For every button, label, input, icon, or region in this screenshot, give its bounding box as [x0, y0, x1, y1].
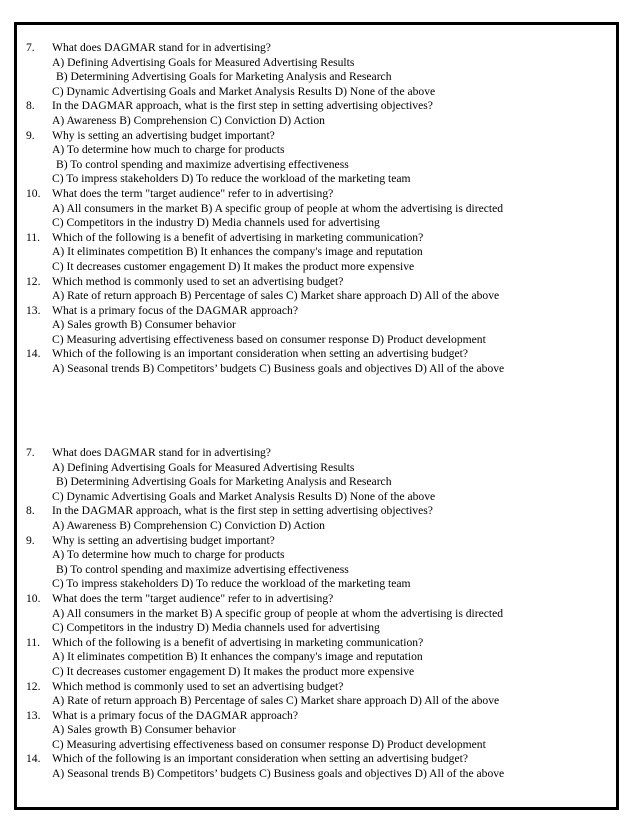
question-line: [26, 446, 606, 461]
question-number: 13.: [26, 708, 41, 722]
question-item: [26, 187, 606, 231]
answer-options-line: A) Defining Advertising Goals for Measured Advertising Results: [52, 460, 355, 474]
question-number: 7.: [26, 41, 35, 54]
question-number: 13.: [26, 303, 41, 317]
question-text: What is a primary focus of the DAGMAR approach?: [52, 708, 298, 722]
answer-options-line: A) It eliminates competition B) It enhances the company's image and reputation: [52, 650, 423, 664]
answer-options-line: C) To impress stakeholders D) To reduce the workload of the marketing team: [52, 577, 411, 591]
answer-options-line: C) Dynamic Advertising Goals and Market Analysis Results D) None of the above: [52, 84, 436, 98]
question-item: [26, 99, 606, 128]
answer-options-line: A) Seasonal trends B) Competitors’ budgets C) Business goals and objectives D) All of the above: [52, 362, 505, 376]
question-item: [26, 129, 606, 187]
question-number: 11.: [26, 635, 41, 649]
question-line: [26, 41, 606, 56]
answer-options-line: C) Competitors in the industry D) Media channels used for advertising: [52, 621, 380, 635]
answer-options-line: C) It decreases customer engagement D) It makes the product more expensive: [52, 259, 415, 273]
answer-options-line: A) All consumers in the market B) A specific group of people at whom the advertising is directed: [52, 606, 504, 620]
question-line: [26, 709, 606, 724]
question-block-bottom: [26, 446, 606, 782]
question-number: 14.: [26, 752, 41, 766]
question-number: 8.: [26, 504, 35, 518]
question-item: [26, 636, 606, 680]
question-line: [26, 680, 606, 695]
question-text: What is a primary focus of the DAGMAR approach?: [52, 303, 298, 317]
question-text: Which of the following is an important consideration when setting an advertising budget?: [52, 752, 468, 766]
question-number: 8.: [26, 99, 35, 113]
question-line: [26, 534, 606, 549]
question-text: Which of the following is a benefit of advertising in marketing communication?: [52, 635, 424, 649]
answer-options-line: C) Dynamic Advertising Goals and Market Analysis Results D) None of the above: [52, 489, 436, 503]
question-text: Which of the following is a benefit of advertising in marketing communication?: [52, 230, 424, 244]
question-item: [26, 347, 606, 376]
question-number: 11.: [26, 230, 41, 244]
answer-options-line: C) Competitors in the industry D) Media channels used for advertising: [52, 216, 380, 230]
answer-options-line: A) All consumers in the market B) A specific group of people at whom the advertising is directed: [52, 201, 504, 215]
answer-options-line: C) Measuring advertising effectiveness based on consumer response D) Product development: [52, 737, 486, 751]
question-number: 10.: [26, 186, 41, 200]
answer-options-line: A) Sales growth B) Consumer behavior: [52, 318, 236, 332]
question-number: 9.: [26, 128, 35, 142]
question-text: Why is setting an advertising budget important?: [52, 533, 275, 547]
question-line: [26, 275, 606, 290]
question-text: What does DAGMAR stand for in advertising?: [52, 446, 271, 459]
question-line: [26, 231, 606, 246]
question-number: 10.: [26, 591, 41, 605]
question-line: [26, 504, 606, 519]
question-number: 7.: [26, 446, 35, 459]
question-block-top: [26, 41, 606, 377]
question-item: [26, 752, 606, 781]
answer-options-line: B) Determining Advertising Goals for Marketing Analysis and Research: [56, 475, 392, 489]
question-text: Why is setting an advertising budget important?: [52, 128, 275, 142]
question-text: What does the term "target audience" refer to in advertising?: [52, 591, 334, 605]
question-item: [26, 446, 606, 504]
question-line: [26, 752, 606, 767]
question-item: [26, 504, 606, 533]
answer-options-line: B) To control spending and maximize advertising effectiveness: [56, 562, 349, 576]
question-item: [26, 709, 606, 753]
question-item: [26, 304, 606, 348]
answer-options-line: C) Measuring advertising effectiveness based on consumer response D) Product development: [52, 332, 486, 346]
question-line: [26, 347, 606, 362]
question-text: Which of the following is an important consideration when setting an advertising budget?: [52, 347, 468, 361]
question-line: [26, 129, 606, 144]
answer-options-line: A) To determine how much to charge for products: [52, 548, 285, 562]
answer-options-line: B) To control spending and maximize advertising effectiveness: [56, 157, 349, 171]
answer-options-line: A) Rate of return approach B) Percentage of sales C) Market share approach D) All of the above: [52, 694, 500, 708]
answer-options-line: A) Awareness B) Comprehension C) Conviction D) Action: [52, 518, 325, 532]
question-line: [26, 592, 606, 607]
answer-options-line: B) Determining Advertising Goals for Marketing Analysis and Research: [56, 70, 392, 84]
question-text: In the DAGMAR approach, what is the first step in setting advertising objectives?: [52, 504, 433, 518]
question-line: [26, 99, 606, 114]
question-line: [26, 304, 606, 319]
question-text: What does DAGMAR stand for in advertising?: [52, 41, 271, 54]
question-text: Which method is commonly used to set an advertising budget?: [52, 679, 344, 693]
question-number: 14.: [26, 347, 41, 361]
question-number: 12.: [26, 274, 41, 288]
question-item: [26, 680, 606, 709]
answer-options-line: A) Rate of return approach B) Percentage of sales C) Market share approach D) All of the above: [52, 289, 500, 303]
answer-options-line: C) To impress stakeholders D) To reduce the workload of the marketing team: [52, 172, 411, 186]
answer-options-line: A) Defining Advertising Goals for Measured Advertising Results: [52, 55, 355, 69]
question-line: [26, 187, 606, 202]
question-text: Which method is commonly used to set an advertising budget?: [52, 274, 344, 288]
answer-options-line: C) It decreases customer engagement D) It makes the product more expensive: [52, 664, 415, 678]
question-item: [26, 275, 606, 304]
answer-options-line: A) It eliminates competition B) It enhances the company's image and reputation: [52, 245, 423, 259]
answer-options-line: A) Awareness B) Comprehension C) Conviction D) Action: [52, 113, 325, 127]
question-item: [26, 231, 606, 275]
question-text: In the DAGMAR approach, what is the first step in setting advertising objectives?: [52, 99, 433, 113]
question-item: [26, 41, 606, 99]
question-text: What does the term "target audience" refer to in advertising?: [52, 186, 334, 200]
question-number: 9.: [26, 533, 35, 547]
answer-options-line: A) Seasonal trends B) Competitors’ budgets C) Business goals and objectives D) All of the above: [52, 767, 505, 781]
question-number: 12.: [26, 679, 41, 693]
question-item: [26, 592, 606, 636]
question-line: [26, 636, 606, 651]
answer-options-line: A) To determine how much to charge for products: [52, 143, 285, 157]
question-item: [26, 534, 606, 592]
answer-options-line: A) Sales growth B) Consumer behavior: [52, 723, 236, 737]
